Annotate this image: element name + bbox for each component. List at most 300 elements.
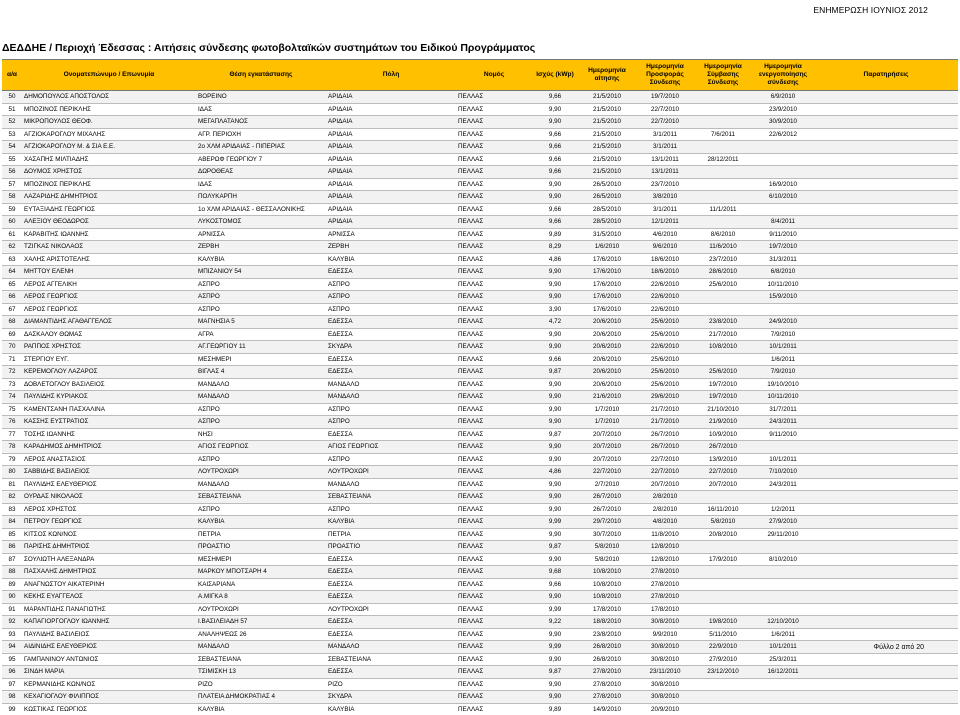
table-row <box>2 666 958 679</box>
table-cell: ΠΕΛΛΑΣ <box>456 328 532 341</box>
table-cell: ΑΡΝΙΣΣΑ <box>196 228 326 241</box>
table-cell <box>694 591 752 604</box>
table-cell: ΚΑΛΥΒΙΑ <box>196 253 326 266</box>
table-cell: 27/8/2010 <box>578 691 636 704</box>
table-cell: ΠΕΛΛΑΣ <box>456 216 532 229</box>
table-cell: 20/7/2010 <box>578 428 636 441</box>
table-cell: ΤΣΙΜΙΣΚΗ 13 <box>196 666 326 679</box>
table-cell: 97 <box>2 678 22 691</box>
table-cell: ΠΕΛΛΑΣ <box>456 228 532 241</box>
table-cell: ΠΕΛΛΑΣ <box>456 353 532 366</box>
table-row <box>2 528 958 541</box>
table-cell: 20/9/2010 <box>636 703 694 715</box>
table-cell <box>814 453 958 466</box>
table-cell <box>694 91 752 104</box>
table-cell: 95 <box>2 653 22 666</box>
table-cell: 12/8/2010 <box>636 553 694 566</box>
table-cell: 9,90 <box>532 416 578 429</box>
column-header: Παρατηρήσεις <box>814 60 958 91</box>
table-cell <box>814 378 958 391</box>
table-cell: ΛΟΥΤΡΟΧΩΡΙ <box>326 466 456 479</box>
table-cell <box>752 441 814 454</box>
table-cell: 88 <box>2 566 22 579</box>
table-cell: ΠΑΥΛΙΔΗΣ ΒΑΣΙΛΕΙΟΣ <box>22 628 196 641</box>
table-cell: ΠΟΛΥΚΑΡΠΗ <box>196 191 326 204</box>
table-cell: ΑΡΙΔΑΙΑ <box>326 116 456 129</box>
table-cell: ΛΕΡΟΣ ΓΕΩΡΓΙΟΣ <box>22 291 196 304</box>
table-cell: 61 <box>2 228 22 241</box>
table-cell: ΠΕΛΛΑΣ <box>456 653 532 666</box>
table-cell: 3/1/2011 <box>636 141 694 154</box>
table-cell <box>814 553 958 566</box>
table-cell <box>694 566 752 579</box>
table-cell: 62 <box>2 241 22 254</box>
table-cell: 19/7/2010 <box>752 241 814 254</box>
table-cell: 20/7/2010 <box>636 478 694 491</box>
table-cell: ΜΑΝΔΑΛΟ <box>196 391 326 404</box>
table-row <box>2 553 958 566</box>
table-cell: 20/6/2010 <box>578 328 636 341</box>
table-cell: 24/3/2011 <box>752 416 814 429</box>
table-cell: 26/7/2010 <box>636 441 694 454</box>
table-cell: 9,90 <box>532 178 578 191</box>
table-cell: 26/7/2010 <box>578 503 636 516</box>
table-cell: ΤΖΙΓΚΑΣ ΝΙΚΟΛΑΟΣ <box>22 241 196 254</box>
table-cell <box>814 291 958 304</box>
table-row <box>2 378 958 391</box>
table-cell <box>814 491 958 504</box>
table-cell: 22/6/2010 <box>636 291 694 304</box>
table-cell: 26/7/2010 <box>694 441 752 454</box>
table-cell: 30/8/2010 <box>636 641 694 654</box>
table-cell: 10/8/2010 <box>578 566 636 579</box>
table-cell: 93 <box>2 628 22 641</box>
table-cell: ΜΗΤΤΟΥ ΕΛΕΝΗ <box>22 266 196 279</box>
table-cell: ΑΡΝΙΣΣΑ <box>326 228 456 241</box>
table-cell: 28/5/2010 <box>578 216 636 229</box>
table-cell: 83 <box>2 503 22 516</box>
table-cell: 21/5/2010 <box>578 116 636 129</box>
table-cell: 50 <box>2 91 22 104</box>
table-cell: 9,66 <box>532 141 578 154</box>
table-cell <box>814 666 958 679</box>
table-cell <box>814 616 958 629</box>
table-cell: 67 <box>2 303 22 316</box>
table-cell <box>694 303 752 316</box>
table-cell: 26/7/2010 <box>636 428 694 441</box>
table-cell: 55 <box>2 153 22 166</box>
table-cell <box>814 178 958 191</box>
table-cell: ΠΡΟΑΣΤΙΟ <box>196 541 326 554</box>
table-cell: ΜΑΝΔΑΛΟ <box>196 478 326 491</box>
table-cell: 84 <box>2 516 22 529</box>
table-cell <box>752 153 814 166</box>
table-cell: ΑΣΠΡΟ <box>326 278 456 291</box>
table-cell: 21/5/2010 <box>578 103 636 116</box>
table-cell: 30/7/2010 <box>578 528 636 541</box>
table-cell: ΠΑΥΛΙΔΗΣ ΕΛΕΥΘΕΡΙΟΣ <box>22 478 196 491</box>
table-cell <box>752 491 814 504</box>
table-cell: 17/6/2010 <box>578 253 636 266</box>
table-cell: ΠΕΛΛΑΣ <box>456 441 532 454</box>
table-cell: ΠΕΛΛΑΣ <box>456 503 532 516</box>
table-cell: ΑΡΙΔΑΙΑ <box>326 216 456 229</box>
table-cell: 91 <box>2 603 22 616</box>
table-cell: 25/6/2010 <box>636 366 694 379</box>
table-cell: 59 <box>2 203 22 216</box>
table-cell <box>694 578 752 591</box>
table-row <box>2 491 958 504</box>
table-cell: ΔΟΥΜΟΣ ΧΡΗΣΤΟΣ <box>22 166 196 179</box>
table-cell: ΚΩΣΤΙΚΑΣ ΓΕΩΡΓΙΟΣ <box>22 703 196 715</box>
table-cell: 56 <box>2 166 22 179</box>
table-cell: ΠΕΛΛΑΣ <box>456 641 532 654</box>
table-cell: 3/1/2011 <box>636 203 694 216</box>
table-cell: ΚΕΚΗΣ ΕΥΑΓΓΕΛΟΣ <box>22 591 196 604</box>
table-cell <box>814 591 958 604</box>
table-cell: ΠΕΛΛΑΣ <box>456 603 532 616</box>
table-cell <box>814 353 958 366</box>
table-cell: ΑΣΠΡΟ <box>326 503 456 516</box>
column-header: Ημερομηνία ενεργοποίησης σύνδεσης <box>752 60 814 91</box>
table-cell: ΑΒΕΡΩΦ ΓΕΩΡΓΙΟΥ 7 <box>196 153 326 166</box>
table-cell: 17/9/2010 <box>694 553 752 566</box>
table-row <box>2 441 958 454</box>
table-cell: 24/3/2011 <box>752 478 814 491</box>
table-cell: 6/8/2010 <box>752 266 814 279</box>
table-cell: 9,89 <box>532 228 578 241</box>
table-cell: 18/6/2010 <box>636 253 694 266</box>
table-row <box>2 266 958 279</box>
table-cell: 17/6/2010 <box>578 278 636 291</box>
table-cell: ΠΑΡΙΣΗΣ ΔΗΜΗΤΡΙΟΣ <box>22 541 196 554</box>
table-cell: 8,29 <box>532 241 578 254</box>
table-cell: 9,90 <box>532 478 578 491</box>
table-cell: ΓΑΜΠΑΝΙΝΟΥ ΑΝΤΩΝΙΟΣ <box>22 653 196 666</box>
table-cell: 3/1/2011 <box>636 128 694 141</box>
table-cell: 71 <box>2 353 22 366</box>
table-cell: 9,90 <box>532 528 578 541</box>
table-cell: 4/8/2010 <box>636 516 694 529</box>
table-cell: 4,72 <box>532 316 578 329</box>
table-cell: 22/6/2012 <box>752 128 814 141</box>
table-cell: ΚΑΡΑΒΙΤΗΣ ΙΩΑΝΝΗΣ <box>22 228 196 241</box>
table-cell: 65 <box>2 278 22 291</box>
table-row <box>2 128 958 141</box>
table-cell <box>814 366 958 379</box>
table-row <box>2 166 958 179</box>
column-header: Πόλη <box>326 60 456 91</box>
table-cell: ΑΣΠΡΟ <box>326 403 456 416</box>
table-cell: ΑΣΠΡΟ <box>196 303 326 316</box>
table-cell: ΡΙΖΟ <box>326 678 456 691</box>
table-cell: ΖΕΡΒΗ <box>196 241 326 254</box>
table-cell: ΜΑΝΔΑΛΟ <box>196 641 326 654</box>
table-cell <box>814 316 958 329</box>
table-cell: 9,99 <box>532 603 578 616</box>
table-cell: 80 <box>2 466 22 479</box>
table-row <box>2 216 958 229</box>
table-cell: ΕΔΕΣΣΑ <box>326 553 456 566</box>
table-cell: 5/11/2010 <box>694 628 752 641</box>
table-cell: 9,90 <box>532 291 578 304</box>
table-cell: ΚΑΛΥΒΙΑ <box>326 253 456 266</box>
table-cell: 23/12/2010 <box>694 666 752 679</box>
table-cell: 74 <box>2 391 22 404</box>
table-row <box>2 191 958 204</box>
table-row <box>2 141 958 154</box>
table-cell: 85 <box>2 528 22 541</box>
table-cell <box>814 253 958 266</box>
table-cell: ΔΩΡΟΘΕΑΣ <box>196 166 326 179</box>
table-cell <box>814 653 958 666</box>
table-cell: ΑΓΖΙΟΚΑΡΟΓΛΟΥ ΜΙΧΑΛΗΣ <box>22 128 196 141</box>
table-cell: 1/2/2011 <box>752 503 814 516</box>
table-cell: 87 <box>2 553 22 566</box>
table-cell: 9,90 <box>532 191 578 204</box>
table-cell: ΕΔΕΣΣΑ <box>326 366 456 379</box>
table-cell: 16/11/2010 <box>694 503 752 516</box>
table-cell: ΜΙΚΡΟΠΟΥΛΟΣ ΘΕΟΦ. <box>22 116 196 129</box>
table-cell: 18/6/2010 <box>636 266 694 279</box>
table-cell <box>694 166 752 179</box>
table-row <box>2 466 958 479</box>
table-cell: ΕΔΕΣΣΑ <box>326 566 456 579</box>
table-cell: 26/7/2010 <box>578 491 636 504</box>
table-cell: 9,90 <box>532 378 578 391</box>
table-cell: 78 <box>2 441 22 454</box>
table-cell: ΣΤΕΡΓΙΟΥ ΕΥΓ. <box>22 353 196 366</box>
table-cell: 8/10/2010 <box>752 553 814 566</box>
table-cell: 1/7/2010 <box>578 416 636 429</box>
table-cell: 9,87 <box>532 541 578 554</box>
table-cell: Ι.ΒΑΣΙΛΕΙΑΔΗ 57 <box>196 616 326 629</box>
table-row <box>2 691 958 704</box>
table-row <box>2 316 958 329</box>
table-cell: ΠΕΛΛΑΣ <box>456 678 532 691</box>
table-cell: 10/1/2011 <box>752 641 814 654</box>
table-cell: 11/1/2011 <box>694 203 752 216</box>
table-cell: ΑΣΠΡΟ <box>326 416 456 429</box>
table-cell: 20/6/2010 <box>578 378 636 391</box>
table-cell: 26/8/2010 <box>578 641 636 654</box>
table-cell: ΑΡΙΔΑΙΑ <box>326 153 456 166</box>
table-row <box>2 341 958 354</box>
table-cell: 54 <box>2 141 22 154</box>
table-cell <box>814 91 958 104</box>
table-cell: 86 <box>2 541 22 554</box>
table-cell: 9,90 <box>532 491 578 504</box>
table-cell <box>814 428 958 441</box>
table-cell: ΠΕΛΛΑΣ <box>456 416 532 429</box>
table-cell <box>814 516 958 529</box>
table-cell: ΣΕΒΑΣΤΕΙΑΝΑ <box>196 491 326 504</box>
applications-table <box>2 59 958 715</box>
table-cell: ΛΟΥΤΡΟΧΩΡΙ <box>196 466 326 479</box>
table-cell: ΠΕΛΛΑΣ <box>456 241 532 254</box>
table-cell: 10/1/2011 <box>752 341 814 354</box>
table-cell <box>814 191 958 204</box>
table-cell: ΠΕΛΛΑΣ <box>456 253 532 266</box>
table-cell: 8/4/2011 <box>752 216 814 229</box>
table-cell <box>814 241 958 254</box>
table-row <box>2 391 958 404</box>
table-cell <box>694 691 752 704</box>
table-cell: 9,90 <box>532 278 578 291</box>
table-cell: 10/11/2010 <box>752 391 814 404</box>
table-cell: ΑΣΠΡΟ <box>326 303 456 316</box>
table-cell: ΕΔΕΣΣΑ <box>326 628 456 641</box>
table-cell: 16/12/2011 <box>752 666 814 679</box>
table-cell: 51 <box>2 103 22 116</box>
table-cell <box>814 703 958 715</box>
table-cell: 66 <box>2 291 22 304</box>
table-cell: ΠΕΛΛΑΣ <box>456 91 532 104</box>
table-cell: 1/6/2011 <box>752 353 814 366</box>
table-cell: ΣΚΥΔΡΑ <box>326 691 456 704</box>
table-row <box>2 541 958 554</box>
table-cell: ΠΕΛΛΑΣ <box>456 378 532 391</box>
table-cell <box>694 216 752 229</box>
table-cell: ΠΕΛΛΑΣ <box>456 566 532 579</box>
table-row <box>2 228 958 241</box>
table-cell: 28/12/2011 <box>694 153 752 166</box>
table-header-row <box>2 60 958 91</box>
table-cell: ΑΡΙΔΑΙΑ <box>326 141 456 154</box>
table-cell: 9,90 <box>532 453 578 466</box>
table-row <box>2 616 958 629</box>
table-cell: ΜΑΝΔΑΛΟ <box>326 391 456 404</box>
table-cell: ΚΑΛΥΒΙΑ <box>326 703 456 715</box>
table-cell: ΡΙΖΟ <box>196 678 326 691</box>
table-cell: 25/6/2010 <box>636 353 694 366</box>
table-cell: 12/8/2010 <box>636 541 694 554</box>
table-cell: ΠΕΛΛΑΣ <box>456 491 532 504</box>
table-cell: ΠΕΛΛΑΣ <box>456 578 532 591</box>
table-cell <box>814 403 958 416</box>
table-cell: ΒΟΡΕΙΝΟ <box>196 91 326 104</box>
table-cell <box>814 103 958 116</box>
table-cell <box>694 291 752 304</box>
table-cell: ΠΕΛΛΑΣ <box>456 478 532 491</box>
table-cell: ΑΣΠΡΟ <box>196 453 326 466</box>
table-cell: ΑΓΙΟΣ ΓΕΩΡΓΙΟΣ <box>326 441 456 454</box>
table-cell: 27/8/2010 <box>636 566 694 579</box>
table-cell: 23/7/2010 <box>636 178 694 191</box>
table-cell: ΧΑΣΑΠΗΣ ΜΙΛΤΙΑΔΗΣ <box>22 153 196 166</box>
table-cell <box>814 678 958 691</box>
table-cell: 31/5/2010 <box>578 228 636 241</box>
table-cell: 20/6/2010 <box>578 341 636 354</box>
table-cell: ΔΙΑΜΑΝΤΙΔΗΣ ΑΓΑΘΑΓΓΕΛΟΣ <box>22 316 196 329</box>
table-cell: ΜΑΝΔΑΛΟ <box>326 378 456 391</box>
table-cell: 2ο ΧΛΜ ΑΡΙΔΑΙΑΣ - ΠΙΠΕΡΙΑΣ <box>196 141 326 154</box>
table-cell: ΖΕΡΒΗ <box>326 241 456 254</box>
table-row <box>2 516 958 529</box>
table-cell: ΕΔΕΣΣΑ <box>326 428 456 441</box>
table-cell: 22/7/2010 <box>694 466 752 479</box>
table-cell: ΕΔΕΣΣΑ <box>326 353 456 366</box>
table-cell: 22/6/2010 <box>636 303 694 316</box>
table-cell: ΑΡΙΔΑΙΑ <box>326 166 456 179</box>
table-row <box>2 453 958 466</box>
table-cell: 25/6/2010 <box>636 316 694 329</box>
table-cell: 7/9/2010 <box>752 366 814 379</box>
table-cell: 1ο ΧΛΜ ΑΡΙΔΑΙΑΣ - ΘΕΣΣΑΛΟΝΙΚΗΣ <box>196 203 326 216</box>
table-cell <box>814 441 958 454</box>
table-cell: ΑΛΕΞΙΟΥ ΘΕΟΔΩΡΟΣ <box>22 216 196 229</box>
table-cell: ΠΕΛΛΑΣ <box>456 453 532 466</box>
table-cell: ΠΕΤΡΙΑ <box>196 528 326 541</box>
table-cell: ΕΔΕΣΣΑ <box>326 316 456 329</box>
table-cell: 9,90 <box>532 391 578 404</box>
table-cell: ΠΕΛΛΑΣ <box>456 691 532 704</box>
table-cell: 75 <box>2 403 22 416</box>
table-cell <box>752 566 814 579</box>
table-cell: 26/5/2010 <box>578 191 636 204</box>
table-cell <box>752 578 814 591</box>
table-cell: ΜΑΝΔΑΛΟ <box>326 478 456 491</box>
table-row <box>2 703 958 715</box>
table-cell: 19/10/2010 <box>752 378 814 391</box>
table-cell: ΑΓΖΙΟΚΑΡΟΓΛΟΥ Μ. & ΣΙΑ Ε.Ε. <box>22 141 196 154</box>
table-cell: 27/9/2010 <box>752 516 814 529</box>
table-cell: ΚΑΛΥΒΙΑ <box>196 516 326 529</box>
table-cell: 25/6/2010 <box>636 328 694 341</box>
table-cell: ΠΕΛΛΑΣ <box>456 366 532 379</box>
table-row <box>2 428 958 441</box>
table-cell: 21/9/2010 <box>694 416 752 429</box>
table-cell: 70 <box>2 341 22 354</box>
table-cell: 6/10/2010 <box>752 191 814 204</box>
table-cell: ΛΑΖΑΡΙΔΗΣ ΔΗΜΗΤΡΙΟΣ <box>22 191 196 204</box>
table-cell: 20/6/2010 <box>578 366 636 379</box>
table-cell: ΑΡΙΔΑΙΑ <box>326 178 456 191</box>
table-cell: ΚΑΠΑΓΙΟΡΓΟΓΛΟΥ ΙΩΑΝΝΗΣ <box>22 616 196 629</box>
table-cell: 99 <box>2 703 22 715</box>
table-cell: 9,99 <box>532 516 578 529</box>
table-cell: 8/6/2010 <box>694 228 752 241</box>
table-cell: 7/9/2010 <box>752 328 814 341</box>
table-cell: ΠΕΤΡΙΑ <box>326 528 456 541</box>
table-cell: ΑΓΙΟΣ ΓΕΩΡΓΙΟΣ <box>196 441 326 454</box>
table-cell: ΚΕΧΑΓΙΟΓΛΟΥ ΦΙΛΙΠΠΟΣ <box>22 691 196 704</box>
table-cell: 3/8/2010 <box>636 191 694 204</box>
table-cell: ΕΔΕΣΣΑ <box>326 328 456 341</box>
table-cell: 25/6/2010 <box>694 278 752 291</box>
table-cell: ΤΟΣΗΣ ΙΩΑΝΝΗΣ <box>22 428 196 441</box>
table-row <box>2 591 958 604</box>
table-cell: 21/7/2010 <box>636 416 694 429</box>
table-cell <box>814 278 958 291</box>
table-cell: 1/6/2010 <box>578 241 636 254</box>
table-cell: 17/6/2010 <box>578 303 636 316</box>
table-cell <box>814 216 958 229</box>
table-cell: 12/1/2011 <box>636 216 694 229</box>
table-cell <box>694 141 752 154</box>
table-cell: 60 <box>2 216 22 229</box>
table-cell: 20/8/2010 <box>694 528 752 541</box>
table-cell: 4/6/2010 <box>636 228 694 241</box>
table-cell: 20/7/2010 <box>578 441 636 454</box>
table-cell <box>752 591 814 604</box>
table-cell: ΠΕΛΛΑΣ <box>456 303 532 316</box>
table-cell: ΧΑΛΗΣ ΑΡΙΣΤΟΤΕΛΗΣ <box>22 253 196 266</box>
table-cell: 10/9/2010 <box>694 428 752 441</box>
table-cell <box>752 603 814 616</box>
table-cell: ΠΛΑΤΕΙΑ ΔΗΜΟΚΡΑΤΙΑΣ 4 <box>196 691 326 704</box>
table-cell: 31/3/2011 <box>752 253 814 266</box>
